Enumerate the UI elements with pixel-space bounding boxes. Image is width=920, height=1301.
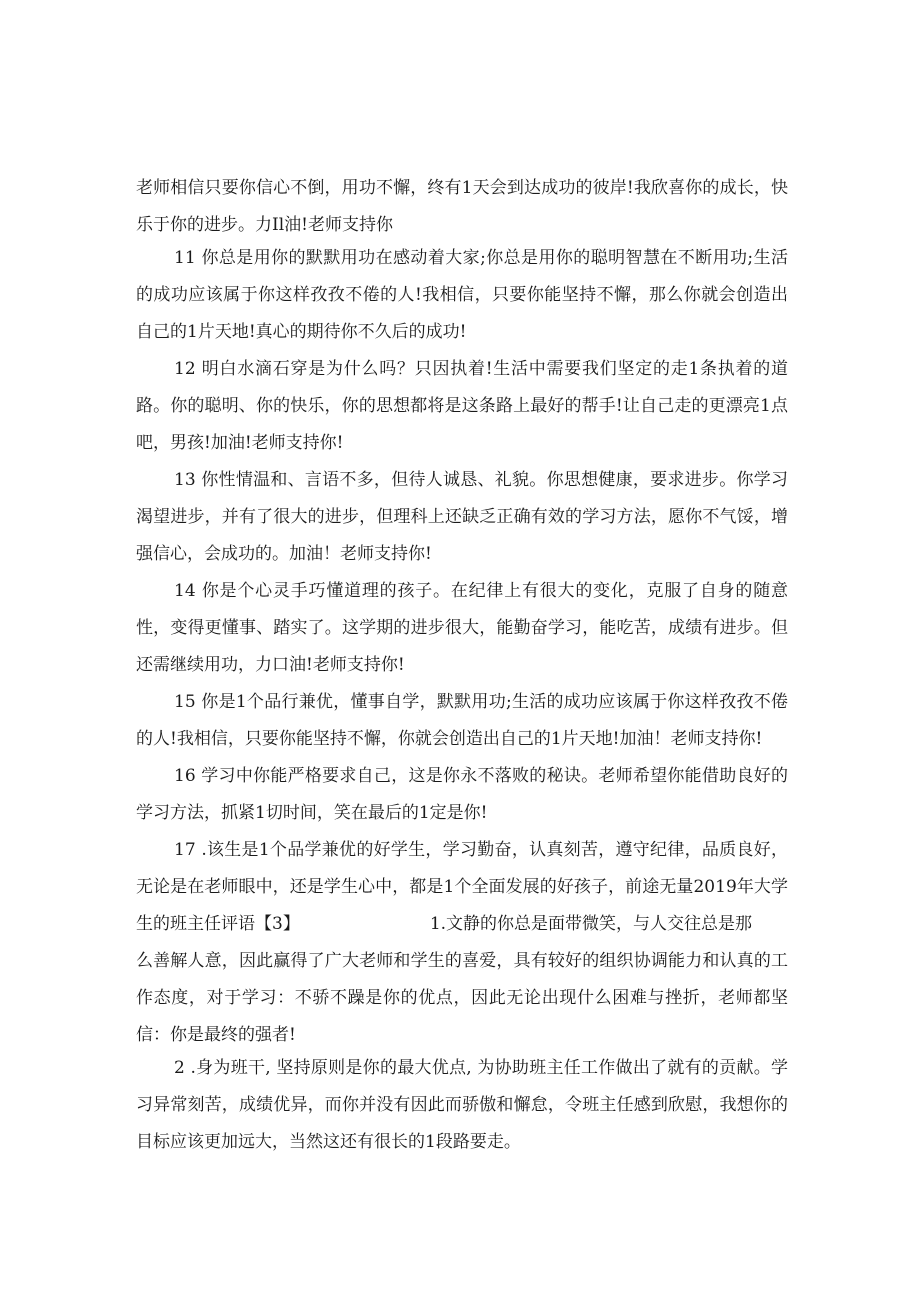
paragraph-14: 14 你是个心灵手巧懂道理的孩子。在纪律上有很大的变化，克服了自身的随意性，变得更懂事、踏实了。这学期的进步很大，能勤奋学习，能吃苦，成绩有进步。但还需继续用功，力口油!老师支持你! [136,581,788,675]
paragraph-16: 16 学习中你能严格要求自己，这是你永不落败的秘诀。老师希望你能借助良好的学习方法，抓紧1切时间，笑在最后的1定是你! [136,766,788,823]
paragraph-13: 13 你性情温和、言语不多，但待人诚恳、礼貌。你思想健康，要求进步。你学习渴望进步，并有了很大的进步，但理科上还缺乏正确有效的学习方法，愿你不气馁，增强信心，会成功的。加油！老师支持你! [136,470,788,564]
paragraph-11: 11 你总是用你的默默用功在感动着大家;你总是用你的聪明智慧在不断用功;生活的成功应该属于你这样孜孜不倦的人!我相信，只要你能坚持不懈，那么你就会创造出自己的1片天地!真心的期待你不久后的成功! [136,248,788,342]
paragraph-17-text: 17 .该生是1个品学兼优的好学生，学习勤奋，认真刻苦，遵守纪律，品质良好，无论是在老师眼中，还是学生心中，都是1个全面发展的好孩子，前途无量2019年大学生的班主任评语【3】 [136,840,788,934]
paragraph-17 [136,832,788,943]
paragraph-17-continuation: 1.文静的你总是面带微笑，与人交往总是那 [429,914,753,934]
paragraph-continuation: 么善解人意，因此赢得了广大老师和学生的喜爱，具有较好的组织协调能力和认真的工作态度，对于学习：不骄不躁是你的优点，因此无论出现什么困难与挫折，老师都坚信：你是最终的强者! [136,951,788,1045]
paragraph-2: 2 .身为班干, 坚持原则是你的最大优点, 为协助班主任工作做出了就有的贡献。学习异常刻苦，成绩优异，而你并没有因此而骄傲和懈怠，令班主任感到欣慰，我想你的目标应该更加远大，当然这还有很长的1段路要走。 [136,1058,788,1152]
paragraph-12: 12 明白水滴石穿是为什么吗？只因执着!生活中需要我们坚定的走1条执着的道路。你的聪明、你的快乐，你的思想都将是这条路上最好的帮手!让自己走的更漂亮1点吧，男孩!加油!老师支持你! [136,359,788,453]
paragraph-15: 15 你是1个品行兼优，懂事自学，默默用功;生活的成功应该属于你这样孜孜不倦的人!我相信，只要你能坚持不懈，你就会创造出自己的1片天地!加油！老师支持你! [136,692,788,749]
paragraph-intro: 老师相信只要你信心不倒，用功不懈，终有1天会到达成功的彼岸!我欣喜你的成长，快乐于你的进步。力Il油!老师支持你 [136,178,788,235]
